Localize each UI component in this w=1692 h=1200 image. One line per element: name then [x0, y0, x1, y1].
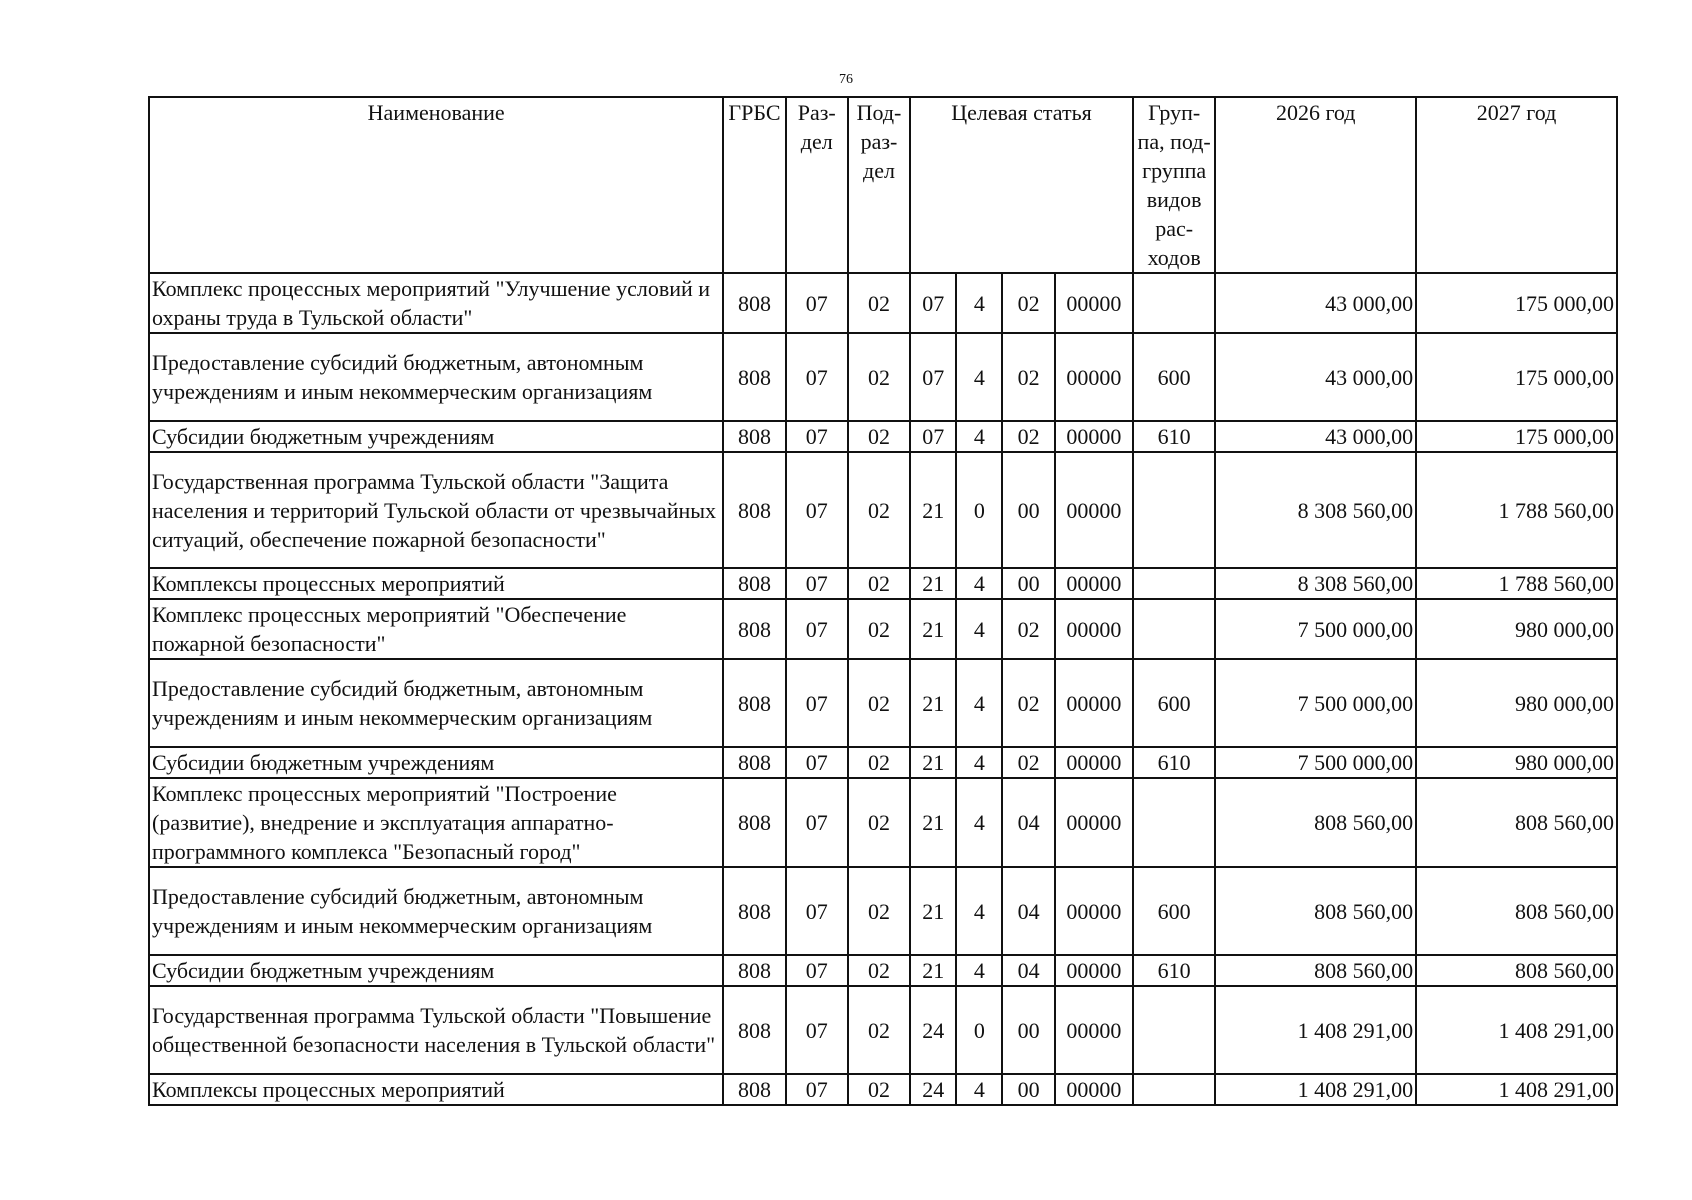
- cell-grbs: 808: [723, 568, 785, 599]
- cell-y2026: 808 560,00: [1215, 867, 1416, 955]
- page-number: 76: [839, 72, 853, 87]
- cell-cs3: 04: [1002, 955, 1054, 986]
- cell-cs3: 02: [1002, 421, 1054, 452]
- cell-grbs: 808: [723, 421, 785, 452]
- cell-y2027: 1 408 291,00: [1416, 986, 1617, 1074]
- cell-name: Субсидии бюджетным учреждениям: [149, 747, 723, 778]
- header-expense-group: Груп- па, под- группа видов рас- ходов: [1133, 97, 1215, 273]
- cell-cs3: 02: [1002, 659, 1054, 747]
- cell-cs1: 07: [910, 333, 956, 421]
- cell-razdel: 07: [786, 778, 848, 867]
- header-razdel: Раз- дел: [786, 97, 848, 273]
- table-row: [149, 599, 1617, 659]
- cell-name: Субсидии бюджетным учреждениям: [149, 955, 723, 986]
- cell-podrazdel: 02: [848, 659, 910, 747]
- cell-y2026: 7 500 000,00: [1215, 659, 1416, 747]
- cell-podrazdel: 02: [848, 452, 910, 568]
- cell-grbs: 808: [723, 333, 785, 421]
- cell-podrazdel: 02: [848, 778, 910, 867]
- cell-name: Предоставление субсидий бюджетным, автономным учреждениям и иным некоммерческим организациям: [149, 333, 723, 421]
- cell-cs1: 07: [910, 421, 956, 452]
- cell-cs3: 00: [1002, 986, 1054, 1074]
- header-target-article: Целевая статья: [910, 97, 1133, 273]
- cell-razdel: 07: [786, 452, 848, 568]
- cell-group: 600: [1133, 867, 1215, 955]
- table-row: [149, 867, 1617, 955]
- cell-cs2: 4: [956, 955, 1002, 986]
- cell-name: Комплекс процессных мероприятий "Обеспечение пожарной безопасности": [149, 599, 723, 659]
- cell-y2027: 808 560,00: [1416, 778, 1617, 867]
- cell-y2027: 175 000,00: [1416, 421, 1617, 452]
- cell-razdel: 07: [786, 747, 848, 778]
- cell-grbs: 808: [723, 986, 785, 1074]
- cell-razdel: 07: [786, 599, 848, 659]
- cell-grbs: 808: [723, 867, 785, 955]
- cell-cs3: 00: [1002, 1074, 1054, 1105]
- cell-name: Комплекс процессных мероприятий "Улучшение условий и охраны труда в Тульской области": [149, 273, 723, 333]
- cell-podrazdel: 02: [848, 747, 910, 778]
- table-row: [149, 568, 1617, 599]
- cell-grbs: 808: [723, 778, 785, 867]
- cell-razdel: 07: [786, 955, 848, 986]
- cell-y2027: 808 560,00: [1416, 955, 1617, 986]
- cell-y2027: 175 000,00: [1416, 273, 1617, 333]
- table-row: [149, 659, 1617, 747]
- cell-group: [1133, 452, 1215, 568]
- cell-name: Комплекс процессных мероприятий "Построение (развитие), внедрение и эксплуатация аппаратно-программного комплекса "Безопасный город": [149, 778, 723, 867]
- cell-name: Комплексы процессных мероприятий: [149, 1074, 723, 1105]
- cell-grbs: 808: [723, 747, 785, 778]
- cell-y2027: 980 000,00: [1416, 599, 1617, 659]
- cell-cs3: 04: [1002, 867, 1054, 955]
- cell-cs4: 00000: [1055, 778, 1133, 867]
- cell-group: 600: [1133, 659, 1215, 747]
- header-year-2026: 2026 год: [1215, 97, 1416, 273]
- cell-podrazdel: 02: [848, 955, 910, 986]
- table-body: [149, 273, 1617, 1105]
- cell-y2027: 1 408 291,00: [1416, 1074, 1617, 1105]
- cell-cs3: 04: [1002, 778, 1054, 867]
- cell-grbs: 808: [723, 599, 785, 659]
- cell-cs3: 00: [1002, 568, 1054, 599]
- cell-cs2: 0: [956, 452, 1002, 568]
- cell-y2027: 808 560,00: [1416, 867, 1617, 955]
- cell-cs2: 0: [956, 986, 1002, 1074]
- cell-cs1: 21: [910, 568, 956, 599]
- cell-cs1: 21: [910, 778, 956, 867]
- header-row: [149, 97, 1617, 273]
- cell-y2027: 1 788 560,00: [1416, 452, 1617, 568]
- cell-cs2: 4: [956, 867, 1002, 955]
- table-row: [149, 452, 1617, 568]
- cell-cs4: 00000: [1055, 333, 1133, 421]
- cell-grbs: 808: [723, 659, 785, 747]
- table-row: [149, 778, 1617, 867]
- cell-cs2: 4: [956, 333, 1002, 421]
- cell-y2027: 1 788 560,00: [1416, 568, 1617, 599]
- cell-cs3: 02: [1002, 333, 1054, 421]
- cell-razdel: 07: [786, 568, 848, 599]
- cell-podrazdel: 02: [848, 333, 910, 421]
- table-row: [149, 986, 1617, 1074]
- cell-cs1: 24: [910, 986, 956, 1074]
- cell-cs2: 4: [956, 778, 1002, 867]
- cell-cs4: 00000: [1055, 1074, 1133, 1105]
- cell-name: Предоставление субсидий бюджетным, автономным учреждениям и иным некоммерческим организациям: [149, 867, 723, 955]
- cell-razdel: 07: [786, 421, 848, 452]
- cell-y2026: 8 308 560,00: [1215, 568, 1416, 599]
- table-row: [149, 955, 1617, 986]
- cell-y2026: 43 000,00: [1215, 333, 1416, 421]
- cell-podrazdel: 02: [848, 986, 910, 1074]
- cell-cs2: 4: [956, 568, 1002, 599]
- cell-cs4: 00000: [1055, 986, 1133, 1074]
- cell-cs3: 00: [1002, 452, 1054, 568]
- cell-group: [1133, 1074, 1215, 1105]
- table-row: [149, 421, 1617, 452]
- cell-y2026: 43 000,00: [1215, 421, 1416, 452]
- cell-podrazdel: 02: [848, 867, 910, 955]
- cell-podrazdel: 02: [848, 421, 910, 452]
- cell-cs4: 00000: [1055, 421, 1133, 452]
- cell-cs2: 4: [956, 421, 1002, 452]
- cell-y2026: 1 408 291,00: [1215, 1074, 1416, 1105]
- cell-cs4: 00000: [1055, 452, 1133, 568]
- cell-podrazdel: 02: [848, 568, 910, 599]
- cell-group: 610: [1133, 747, 1215, 778]
- cell-grbs: 808: [723, 452, 785, 568]
- cell-podrazdel: 02: [848, 1074, 910, 1105]
- cell-y2027: 980 000,00: [1416, 659, 1617, 747]
- cell-cs4: 00000: [1055, 273, 1133, 333]
- cell-y2026: 808 560,00: [1215, 778, 1416, 867]
- cell-group: [1133, 986, 1215, 1074]
- cell-y2026: 8 308 560,00: [1215, 452, 1416, 568]
- table-row: [149, 747, 1617, 778]
- cell-group: 600: [1133, 333, 1215, 421]
- cell-cs3: 02: [1002, 599, 1054, 659]
- cell-cs1: 21: [910, 867, 956, 955]
- cell-cs4: 00000: [1055, 955, 1133, 986]
- cell-y2026: 7 500 000,00: [1215, 599, 1416, 659]
- cell-cs4: 00000: [1055, 747, 1133, 778]
- table-row: [149, 1074, 1617, 1105]
- cell-cs2: 4: [956, 747, 1002, 778]
- cell-razdel: 07: [786, 986, 848, 1074]
- cell-cs2: 4: [956, 599, 1002, 659]
- cell-cs2: 4: [956, 659, 1002, 747]
- cell-razdel: 07: [786, 867, 848, 955]
- cell-podrazdel: 02: [848, 273, 910, 333]
- cell-razdel: 07: [786, 273, 848, 333]
- cell-group: [1133, 273, 1215, 333]
- cell-cs1: 21: [910, 452, 956, 568]
- cell-name: Государственная программа Тульской области "Защита населения и территорий Тульской области от чрезвычайных ситуаций, обеспечение пожарной безопасности": [149, 452, 723, 568]
- cell-cs1: 21: [910, 599, 956, 659]
- cell-y2026: 1 408 291,00: [1215, 986, 1416, 1074]
- cell-cs2: 4: [956, 1074, 1002, 1105]
- cell-razdel: 07: [786, 659, 848, 747]
- cell-name: Предоставление субсидий бюджетным, автономным учреждениям и иным некоммерческим организациям: [149, 659, 723, 747]
- cell-cs4: 00000: [1055, 659, 1133, 747]
- cell-cs1: 24: [910, 1074, 956, 1105]
- cell-group: [1133, 778, 1215, 867]
- cell-cs4: 00000: [1055, 599, 1133, 659]
- header-name: Наименование: [149, 97, 723, 273]
- cell-y2026: 43 000,00: [1215, 273, 1416, 333]
- cell-razdel: 07: [786, 333, 848, 421]
- cell-podrazdel: 02: [848, 599, 910, 659]
- cell-cs1: 21: [910, 747, 956, 778]
- cell-cs3: 02: [1002, 273, 1054, 333]
- header-podrazdel: Под- раз- дел: [848, 97, 910, 273]
- cell-name: Комплексы процессных мероприятий: [149, 568, 723, 599]
- cell-group: [1133, 599, 1215, 659]
- budget-table: [148, 96, 1618, 1106]
- cell-cs1: 21: [910, 955, 956, 986]
- cell-group: [1133, 568, 1215, 599]
- cell-cs1: 21: [910, 659, 956, 747]
- cell-group: 610: [1133, 955, 1215, 986]
- cell-y2026: 808 560,00: [1215, 955, 1416, 986]
- table-row: [149, 333, 1617, 421]
- cell-group: 610: [1133, 421, 1215, 452]
- cell-razdel: 07: [786, 1074, 848, 1105]
- table-row: [149, 273, 1617, 333]
- cell-name: Субсидии бюджетным учреждениям: [149, 421, 723, 452]
- cell-cs2: 4: [956, 273, 1002, 333]
- cell-y2027: 175 000,00: [1416, 333, 1617, 421]
- cell-cs1: 07: [910, 273, 956, 333]
- header-grbs: ГРБС: [723, 97, 785, 273]
- cell-y2027: 980 000,00: [1416, 747, 1617, 778]
- header-year-2027: 2027 год: [1416, 97, 1617, 273]
- cell-cs4: 00000: [1055, 867, 1133, 955]
- cell-grbs: 808: [723, 273, 785, 333]
- cell-grbs: 808: [723, 955, 785, 986]
- cell-cs3: 02: [1002, 747, 1054, 778]
- cell-cs4: 00000: [1055, 568, 1133, 599]
- cell-y2026: 7 500 000,00: [1215, 747, 1416, 778]
- cell-grbs: 808: [723, 1074, 785, 1105]
- cell-name: Государственная программа Тульской области "Повышение общественной безопасности населения в Тульской области": [149, 986, 723, 1074]
